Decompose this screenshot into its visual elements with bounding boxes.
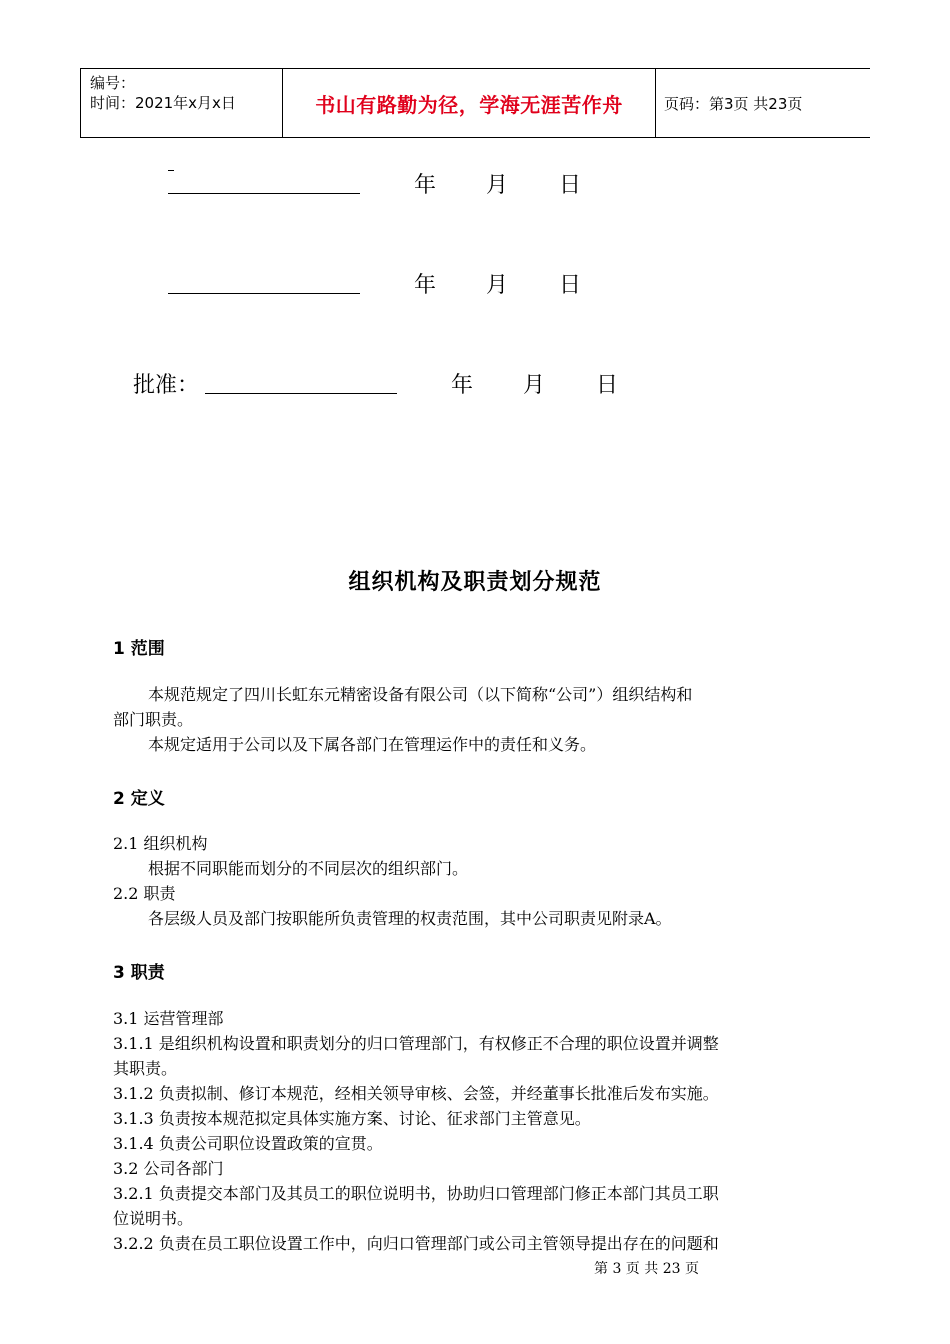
signature-mark: [168, 170, 174, 171]
paragraph-text: 各层级人员及部门按职能所负责管理的权责范围，其中公司职责见附录A。: [148, 909, 672, 928]
signature-line-1: [168, 193, 360, 194]
date-day: 日: [559, 173, 582, 198]
paragraph-text: 位说明书。: [113, 1209, 194, 1228]
subsection-heading: 3.1 运营管理部: [113, 1009, 224, 1028]
paragraph-text: 3.1.2 负责拟制、修订本规范，经相关领导审核、会签，并经董事长批准后发布实施。: [113, 1084, 719, 1103]
date-year: 年: [451, 373, 474, 398]
date-year: 年: [414, 273, 437, 298]
document-title: 组织机构及职责划分规范: [348, 570, 602, 595]
header-motto: 书山有路勤为径，学海无涯苦作舟: [315, 92, 623, 117]
page-footer: 第 3 页 共 23 页: [594, 1261, 699, 1277]
section-heading-scope: 1 范围: [113, 639, 165, 659]
document-header: [80, 68, 870, 138]
approve-signature-line: [205, 393, 397, 394]
signature-line-2: [168, 293, 360, 294]
paragraph-text: 部门职责。: [113, 710, 194, 729]
paragraph-text: 本规定适用于公司以及下属各部门在管理运作中的责任和义务。: [148, 735, 597, 754]
document-number-label: 编号：: [90, 74, 136, 92]
subsection-heading: 2.2 职责: [113, 884, 176, 903]
subsection-heading: 2.1 组织机构: [113, 834, 208, 853]
paragraph-text: 3.1.1 是组织机构设置和职责划分的归口管理部门，有权修正不合理的职位设置并调整: [113, 1034, 719, 1053]
paragraph-text: 3.1.3 负责按本规范拟定具体实施方案、讨论、征求部门主管意见。: [113, 1109, 591, 1128]
paragraph-text: 本规范规定了四川长虹东元精密设备有限公司（以下简称“公司”）组织结构和: [148, 685, 693, 704]
subsection-heading: 3.2 公司各部门: [113, 1159, 224, 1178]
header-left-cell: [90, 73, 236, 113]
date-month: 月: [523, 373, 546, 398]
header-divider: [655, 69, 656, 137]
paragraph-text: 3.2.1 负责提交本部门及其员工的职位说明书，协助归口管理部门修正本部门其员工职: [113, 1184, 719, 1203]
approve-label: 批准：: [133, 373, 200, 398]
header-page-info: 页码：第3页 共23页: [664, 95, 803, 113]
paragraph-text: 3.1.4 负责公司职位设置政策的宣贯。: [113, 1134, 383, 1153]
document-time-label: 时间：2021年x月x日: [90, 94, 236, 112]
date-month: 月: [486, 173, 509, 198]
date-day: 日: [596, 373, 619, 398]
paragraph-text: 其职责。: [113, 1059, 178, 1078]
section-heading-responsibilities: 3 职责: [113, 963, 165, 983]
date-day: 日: [559, 273, 582, 298]
header-divider: [80, 69, 81, 137]
paragraph-text: 根据不同职能而划分的不同层次的组织部门。: [148, 859, 469, 878]
date-year: 年: [414, 173, 437, 198]
date-month: 月: [486, 273, 509, 298]
section-heading-definitions: 2 定义: [113, 789, 165, 809]
paragraph-text: 3.2.2 负责在员工职位设置工作中，向归口管理部门或公司主管领导提出存在的问题和: [113, 1234, 719, 1253]
